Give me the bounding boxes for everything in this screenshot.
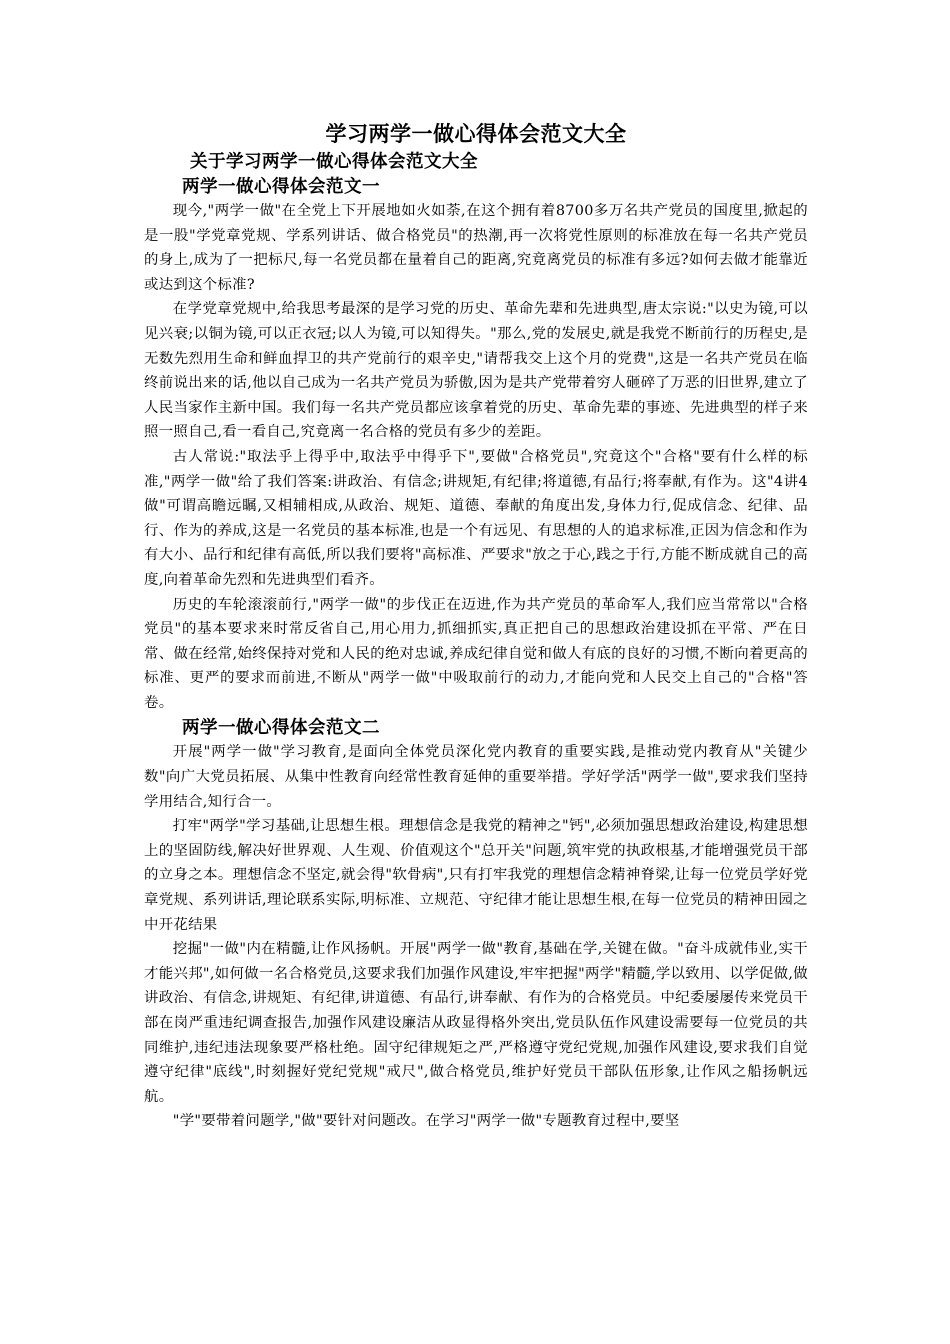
paragraph: 打牢"两学"学习基础,让思想生根。理想信念是我党的精神之"钙",必须加强思想政治建设,构建思想上的坚固防线,解决好世界观、人生观、价值观这个"总开关"问题,筑牢党的执政根基,才能增强党员干部的立身之本。理想信念不坚定,就会得"软骨病",只有打牢我党的理想信念精神脊梁,让每一位党员学好党章党规、系列讲话,理论联系实际,明标准、立规范、守纪律才能让思想生根,在每一位党员的精神田园之中开花结果 [144, 818, 808, 933]
document-page [144, 118, 808, 1134]
paragraph: 现今,"两学一做"在全党上下开展地如火如荼,在这个拥有着8700多万名共产党员的国度里,掀起的是一股"学党章党规、学系列讲话、做合格党员"的热潮,再一次将党性原则的标准放在每一名共产党员的身上,成为了一把标尺,每一名党员都在量着自己的距离,究竟离党员的标准有多远?如何去做才能靠近或达到这个标准? [144, 203, 808, 293]
paragraph: 在学党章党规中,给我思考最深的是学习党的历史、革命先辈和先进典型,唐太宗说:"以史为镜,可以见兴衰;以铜为镜,可以正衣冠;以人为镜,可以知得失。"那么,党的发展史,就是我党不断前行的历程史,是无数先烈用生命和鲜血捍卫的共产党前行的艰辛史,"请帮我交上这个月的党费",这是一名共产党员在临终前说出来的话,他以自己成为一名共产党员为骄傲,因为是共产党带着穷人砸碎了万恶的旧世界,建立了人民当家作主新中国。我们每一名共产党员都应该拿着党的历史、革命先辈的事迹、先进典型的样子来照一照自己,看一看自己,究竟离一名合格的党员有多少的差距。 [144, 301, 808, 441]
section-heading-2: 两学一做心得体会范文二 [182, 718, 380, 739]
section-heading-1: 两学一做心得体会范文一 [182, 177, 380, 197]
document-subtitle: 关于学习两学一做心得体会范文大全 [190, 152, 478, 172]
paragraph: 古人常说:"取法乎上得乎中,取法乎中得乎下",要做"合格党员",究竟这个"合格"要有什么样的标准,"两学一做"给了我们答案:讲政治、有信念;讲规矩,有纪律;将道德,有品行;将奉献,有作为。这"4讲4做"可谓高瞻远瞩,又相辅相成,从政治、规矩、道德、奉献的角度出发,身体力行,促成信念、纪律、品行、作为的养成,这是一名党员的基本标准,也是一个有远见、有思想的人的追求标准,正因为信念和作为有大小、品行和纪律有高低,所以我们要将"高标准、严要求"放之于心,践之于行,方能不断成就自己的高度,向着革命先烈和先进典型们看齐。 [144, 448, 808, 588]
paragraph: "学"要带着问题学,"做"要针对问题改。在学习"两学一做"专题教育过程中,要坚 [172, 1113, 680, 1130]
document-title: 学习两学一做心得体会范文大全 [325, 122, 627, 146]
paragraph: 挖掘"一做"内在精髓,让作风扬帆。开展"两学一做"教育,基础在学,关键在做。"奋斗成就伟业,实干才能兴邦",如何做一名合格党员,这要求我们加强作风建设,牢牢把握"两学"精髓,学以致用、以学促做,做讲政治、有信念,讲规矩、有纪律,讲道德、有品行,讲奉献、有作为的合格党员。中纪委屡屡传来党员干部在岗严重违纪调查报告,加强作风建设廉洁从政显得格外突出,党员队伍作风建设需要每一位党员的共同维护,违纪违法现象要严格杜绝。固守纪律规矩之严,严格遵守党纪党规,加强作风建设,要求我们自觉遵守纪律"底线",时刻握好党纪党规"戒尺",做合格党员,维护好党员干部队伍形象,让作风之船扬帆远航。 [144, 941, 808, 1105]
paragraph: 开展"两学一做"学习教育,是面向全体党员深化党内教育的重要实践,是推动党内教育从"关键少数"向广大党员拓展、从集中性教育向经常性教育延伸的重要举措。学好学活"两学一做",要求我们坚持学用结合,知行合一。 [144, 744, 808, 810]
paragraph: 历史的车轮滚滚前行,"两学一做"的步伐正在迈进,作为共产党员的革命军人,我们应当常常以"合格党员"的基本要求来时常反省自己,用心用力,抓细抓实,真正把自己的思想政治建设抓在平常、严在日常、做在经常,始终保持对党和人民的绝对忠诚,养成纪律自觉和做人有底的良好的习惯,不断向着更高的标准、更严的要求而前进,不断从"两学一做"中吸取前行的动力,才能向党和人民交上自己的"合格"答卷。 [144, 596, 808, 711]
